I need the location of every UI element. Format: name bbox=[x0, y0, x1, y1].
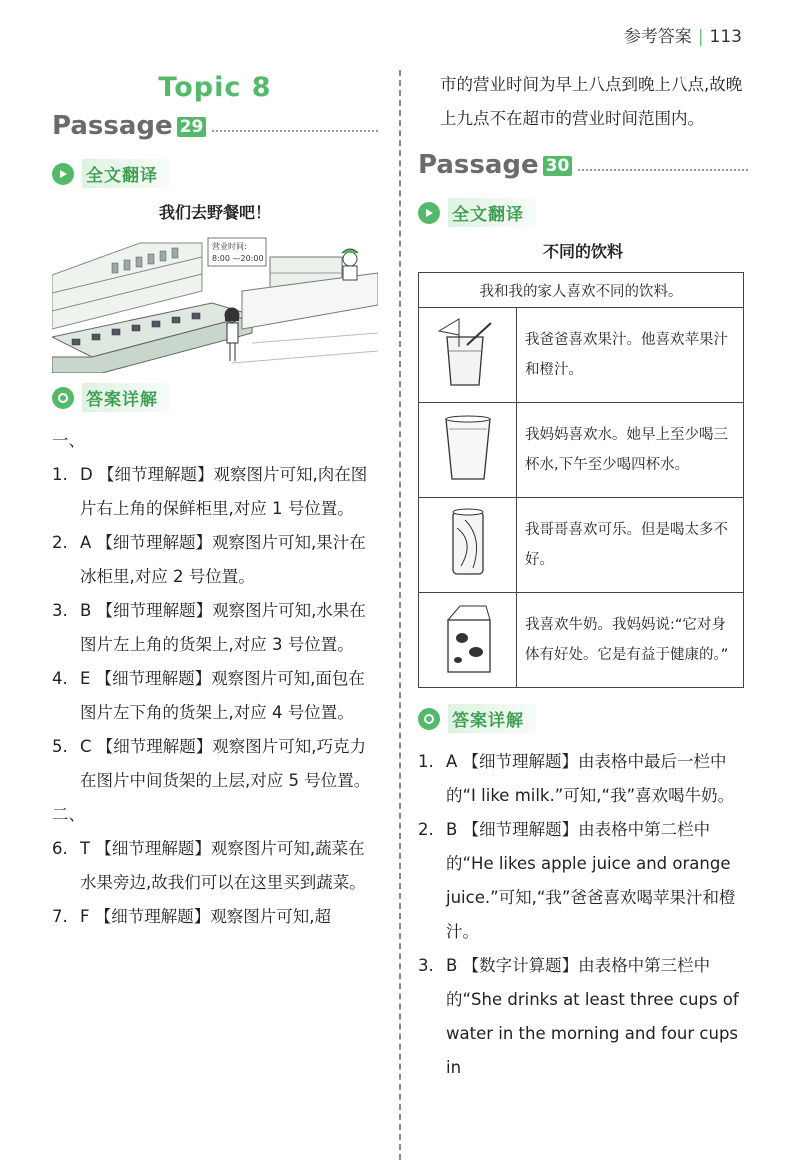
continuation-text: 市的营业时间为早上八点到晚上八点,故晚上九点不在超市的营业时间范围内。 bbox=[440, 75, 743, 128]
answer-item bbox=[418, 949, 748, 1085]
answer-item bbox=[52, 832, 378, 900]
dotted-rule bbox=[578, 169, 748, 171]
item-number: 2. bbox=[418, 820, 434, 839]
topic-title: Topic 8 bbox=[158, 72, 272, 103]
answers-body bbox=[52, 424, 378, 934]
passage-29-heading bbox=[52, 111, 378, 141]
item-number: 5. bbox=[52, 737, 68, 756]
answer-item bbox=[52, 526, 378, 594]
passage-label: Passage bbox=[418, 150, 539, 180]
answers-section-heading bbox=[418, 704, 748, 733]
page-header bbox=[624, 22, 742, 47]
milk-carton-icon bbox=[419, 593, 517, 688]
answer-item bbox=[418, 813, 748, 949]
header-separator: | bbox=[697, 27, 704, 47]
section-label: 答案详解 bbox=[448, 704, 536, 733]
item-text: A 【细节理解题】由表格中最后一栏中的“I like milk.”可知,“我”喜欢喝牛奶。 bbox=[446, 752, 735, 805]
cola-can-icon bbox=[419, 498, 517, 593]
passage-30-heading bbox=[418, 150, 748, 180]
table-row bbox=[419, 308, 744, 403]
answer-item bbox=[52, 662, 378, 730]
item-text: A 【细节理解题】观察图片可知,果汁在冰柜里,对应 2 号位置。 bbox=[80, 533, 366, 586]
water-glass-icon bbox=[419, 403, 517, 498]
part-heading: 一、 bbox=[52, 431, 85, 450]
passage-label: Passage bbox=[52, 111, 173, 141]
answer-item bbox=[52, 730, 378, 798]
translation-section-heading bbox=[52, 159, 378, 188]
item-number: 4. bbox=[52, 669, 68, 688]
juice-glass-icon bbox=[419, 308, 517, 403]
table-row bbox=[419, 403, 744, 498]
item-number: 1. bbox=[52, 465, 68, 484]
item-number: 7. bbox=[52, 907, 68, 926]
row-text: 我哥哥喜欢可乐。但是喝太多不好。 bbox=[517, 498, 744, 593]
part-heading: 二、 bbox=[52, 805, 85, 824]
row-text: 我喜欢牛奶。我妈妈说:“它对身体有好处。它是有益于健康的。” bbox=[517, 593, 744, 688]
answer-icon bbox=[418, 708, 440, 730]
page-number: 113 bbox=[709, 27, 742, 47]
row-text: 我妈妈喜欢水。她早上至少喝三杯水,下午至少喝四杯水。 bbox=[517, 403, 744, 498]
section-label: 全文翻译 bbox=[82, 159, 170, 188]
header-label: 参考答案 bbox=[623, 27, 692, 47]
content-title: 不同的饮料 bbox=[542, 242, 623, 261]
table-row bbox=[419, 593, 744, 688]
play-icon bbox=[52, 163, 74, 185]
item-number: 3. bbox=[52, 601, 68, 620]
right-column bbox=[418, 68, 748, 1085]
scene-sign-line1: 营业时间: bbox=[212, 242, 247, 251]
answer-icon bbox=[52, 387, 74, 409]
answer-item bbox=[418, 745, 748, 813]
item-text: B 【细节理解题】由表格中第二栏中的“He likes apple juice and orange juice.”可知,“我”爸爸喜欢喝苹果汁和橙汁。 bbox=[446, 820, 736, 941]
item-text: F 【细节理解题】观察图片可知,超 bbox=[80, 907, 331, 926]
answer-item bbox=[52, 458, 378, 526]
passage-number: 29 bbox=[177, 117, 207, 137]
item-text: B 【数字计算题】由表格中第三栏中的“She drinks at least three cups of water in the morning and four cups in bbox=[446, 956, 739, 1077]
item-text: C 【细节理解题】观察图片可知,巧克力在图片中间货架的上层,对应 5 号位置。 bbox=[80, 737, 371, 790]
item-number: 3. bbox=[418, 956, 434, 975]
item-text: D 【细节理解题】观察图片可知,肉在图片右上角的保鲜柜里,对应 1 号位置。 bbox=[80, 465, 368, 518]
item-text: T 【细节理解题】观察图片可知,蔬菜在水果旁边,故我们可以在这里买到蔬菜。 bbox=[80, 839, 366, 892]
answers-body bbox=[418, 745, 748, 1085]
section-label: 答案详解 bbox=[82, 383, 170, 412]
row-text: 我爸爸喜欢果汁。他喜欢苹果汁和橙汁。 bbox=[517, 308, 744, 403]
play-icon bbox=[418, 202, 440, 224]
dotted-rule bbox=[212, 130, 378, 132]
item-number: 6. bbox=[52, 839, 68, 858]
content-title: 我们去野餐吧！ bbox=[158, 203, 271, 222]
section-label: 全文翻译 bbox=[448, 198, 536, 227]
left-column bbox=[52, 68, 378, 934]
translation-section-heading bbox=[418, 198, 748, 227]
column-divider bbox=[399, 70, 401, 1160]
item-number: 1. bbox=[418, 752, 434, 771]
scene-sign-line2: 8:00 —20:00 bbox=[212, 254, 264, 263]
answers-section-heading bbox=[52, 383, 378, 412]
item-text: B 【细节理解题】观察图片可知,水果在图片左上角的货架上,对应 3 号位置。 bbox=[80, 601, 366, 654]
passage-number: 30 bbox=[543, 156, 573, 176]
drinks-table bbox=[418, 272, 744, 688]
item-text: E 【细节理解题】观察图片可知,面包在图片左下角的货架上,对应 4 号位置。 bbox=[80, 669, 365, 722]
table-header: 我和我的家人喜欢不同的饮料。 bbox=[419, 273, 744, 308]
answer-item bbox=[52, 594, 378, 662]
table-row bbox=[419, 498, 744, 593]
item-number: 2. bbox=[52, 533, 68, 552]
supermarket-illustration bbox=[52, 233, 378, 373]
answer-item bbox=[52, 900, 378, 934]
